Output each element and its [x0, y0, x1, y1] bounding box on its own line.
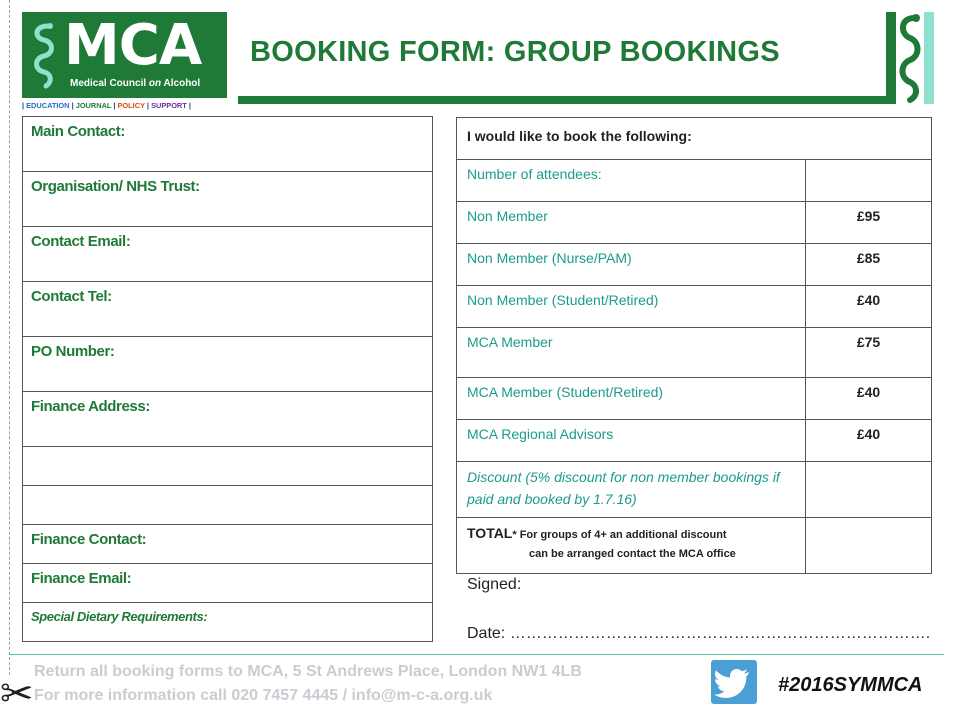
total-note: * For groups of 4+ an additional discount	[512, 529, 727, 541]
main-contact-field[interactable]: Main Contact:	[23, 117, 433, 172]
organisation-field[interactable]: Organisation/ NHS Trust:	[23, 172, 433, 227]
logo-subtitle: Medical Council on Alcohol	[70, 78, 201, 89]
dietary-requirements-field[interactable]: Special Dietary Requirements:	[23, 603, 433, 642]
finance-address-line-2[interactable]	[23, 447, 433, 486]
corner-snake-icon	[886, 8, 934, 108]
logo-background	[22, 12, 227, 98]
logo-tagline: | EDUCATION | JOURNAL | POLICY | SUPPORT |	[22, 101, 191, 110]
page-title: BOOKING FORM: GROUP BOOKINGS	[250, 36, 780, 68]
total-label: TOTAL	[467, 525, 513, 541]
booking-table	[456, 117, 932, 574]
rod-of-asclepius-icon	[28, 20, 60, 92]
rate-label: Non Member	[457, 202, 806, 244]
footer-text	[34, 660, 582, 708]
title-underline-bar	[238, 96, 888, 104]
date-label: Date: …………………………………………………………………….	[467, 625, 931, 642]
booking-header: I would like to book the following:	[457, 118, 932, 160]
total-note-2: can be arranged contact the MCA office	[529, 548, 736, 560]
rate-label: MCA Member	[457, 328, 806, 378]
signed-label: Signed:	[467, 576, 522, 593]
cut-line-vertical	[9, 0, 10, 675]
discount-label: Discount (5% discount for non member bookings if paid and booked by 1.7.16)	[457, 462, 806, 518]
finance-email-field[interactable]: Finance Email:	[23, 564, 433, 603]
contact-email-field[interactable]: Contact Email:	[23, 227, 433, 282]
cut-line-horizontal	[9, 654, 944, 655]
rate-label: MCA Member (Student/Retired)	[457, 378, 806, 420]
twitter-icon[interactable]	[711, 660, 757, 704]
discount-input[interactable]	[806, 462, 932, 518]
attendees-input[interactable]	[806, 160, 932, 202]
logo-text: MCA	[64, 13, 202, 78]
rate-price: £75	[806, 328, 932, 378]
finance-contact-field[interactable]: Finance Contact:	[23, 525, 433, 564]
rate-label: Non Member (Nurse/PAM)	[457, 244, 806, 286]
contact-tel-field[interactable]: Contact Tel:	[23, 282, 433, 337]
scissors-icon: ✂	[0, 671, 34, 717]
rate-price: £40	[806, 420, 932, 462]
footer-contact: For more information call 020 7457 4445 / info@m-c-a.org.uk	[34, 687, 493, 704]
total-input[interactable]	[806, 518, 932, 574]
contact-details-form	[22, 116, 433, 642]
rate-price: £95	[806, 202, 932, 244]
event-hashtag: #2016SYMMCA	[778, 674, 923, 696]
finance-address-field[interactable]: Finance Address:	[23, 392, 433, 447]
rate-price: £40	[806, 286, 932, 328]
footer-address: Return all booking forms to MCA, 5 St Andrews Place, London NW1 4LB	[34, 663, 582, 680]
rate-price: £40	[806, 378, 932, 420]
rate-label: Non Member (Student/Retired)	[457, 286, 806, 328]
mca-logo	[22, 12, 227, 112]
rate-label: MCA Regional Advisors	[457, 420, 806, 462]
po-number-field[interactable]: PO Number:	[23, 337, 433, 392]
rate-price: £85	[806, 244, 932, 286]
attendees-label: Number of attendees:	[457, 160, 806, 202]
finance-address-line-3[interactable]	[23, 486, 433, 525]
total-label-cell	[457, 518, 806, 574]
